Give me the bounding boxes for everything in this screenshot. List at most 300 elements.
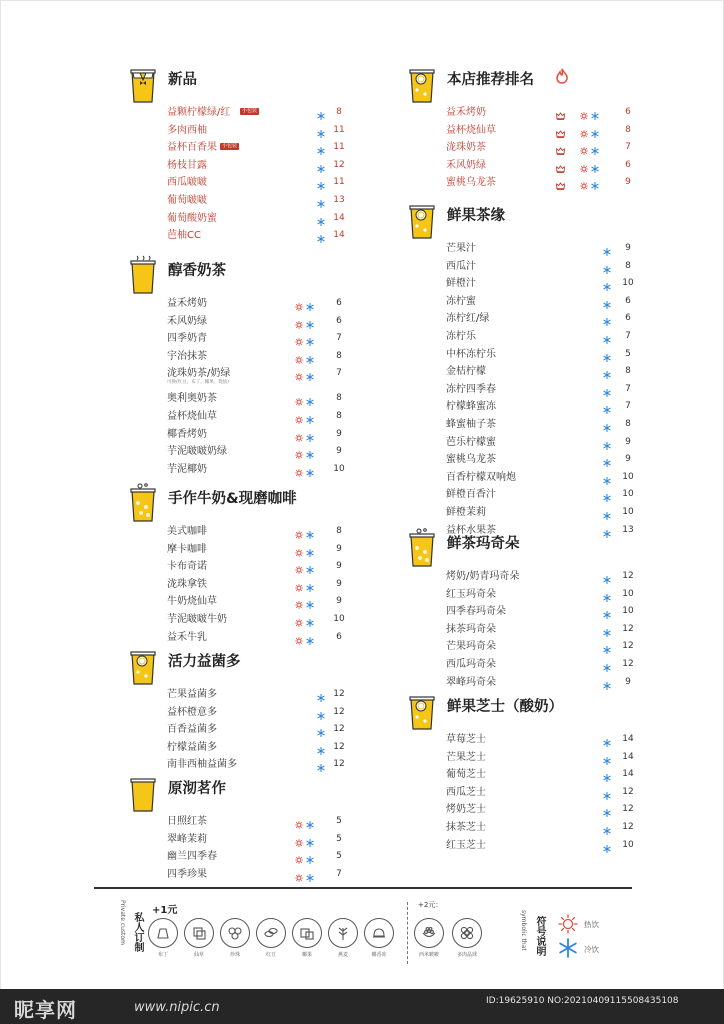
menu-item-price: 7 [625,142,631,153]
menu-item-name: 红玉芝士 [446,839,486,851]
hot-icon [580,179,588,187]
section-title: 本店推荐排名 [447,72,534,88]
menu-item-price: 12 [622,804,634,815]
menu-item-price: 12 [333,706,345,717]
menu-item-price: 9 [336,596,342,607]
custom-title: 私人订制 [132,912,143,952]
cold-icon [603,386,611,394]
cold-icon [317,726,325,734]
oat-icon [328,918,358,948]
menu-item-price: 6 [336,315,342,326]
red-bean-icon [256,918,286,948]
cold-icon [603,661,611,669]
menu-item-name: 中杯冻柠乐 [446,348,496,360]
menu-item [446,416,631,434]
cold-icon [306,563,314,571]
hot-icon [295,335,303,343]
menu-items [446,240,634,539]
cold-icon [306,818,314,826]
menu-item-price: 12 [622,571,634,581]
cold-icon [603,608,611,616]
section-milk-tea [128,255,345,478]
symbol-subtitle: symbolic that [520,910,527,951]
cold-icon [317,709,325,717]
menu-item [167,157,345,175]
topping-option [220,918,250,958]
menu-item-name: 柠檬蜂蜜冻 [446,401,496,413]
plus1-label: +1元 [152,905,178,916]
menu-item [446,104,631,122]
cold-icon [603,368,611,376]
menu-item [446,346,631,364]
menu-item-price: 5 [336,833,342,844]
menu-item [167,210,345,228]
menu-item-name: 禾风奶绿 [446,159,486,171]
menu-items [167,295,345,478]
section-header [407,200,607,240]
menu-item [446,328,631,346]
topping-label: 多肉晶球 [456,952,477,958]
menu-item [167,866,342,884]
crown-icon [556,179,564,187]
menu-item [446,434,631,452]
crown-icon [556,144,564,152]
section-yakult [128,646,345,774]
hot-icon [295,370,303,378]
menu-item [167,348,342,366]
custom-subtitle: Private custom [119,900,126,945]
menu-items [167,104,345,245]
menu-item-name: 葡萄啵啵 [167,194,207,206]
topping-label: 燕麦 [337,952,348,958]
menu-item-price: 10 [622,506,634,517]
menu-item-price: 12 [333,741,345,752]
menu-item-name: 益杯烧仙草 [446,124,496,136]
cold-icon [603,315,611,323]
hot-icon [580,162,588,170]
menu-item-name: 翠峰玛奇朵 [446,676,496,688]
menu-item-price: 9 [336,428,342,439]
menu-item [446,784,634,802]
menu-item-name: 椰香烤奶 [167,428,207,440]
hot-icon [295,448,303,456]
cold-icon [591,179,599,187]
cold-icon [306,353,314,361]
cold-icon [603,771,611,779]
menu-item-price: 10 [333,613,345,624]
menu-item [167,122,345,140]
menu-item [167,686,345,704]
cold-icon [603,643,611,651]
section-cheese [407,691,634,854]
menu-item-name: 多肉西柚 [167,124,207,136]
menu-item [167,739,345,757]
cold-icon [317,127,325,135]
topping-label: 布丁 [157,952,168,958]
menu-item-price: 14 [622,751,634,762]
section-header [128,646,328,686]
drink-cup-icon [407,200,437,240]
menu-item-price: 6 [625,313,631,324]
menu-item-price: 12 [622,821,634,832]
cold-icon [317,179,325,187]
menu-item-name: 益颗柠檬绿/红 [167,107,231,118]
menu-item-price: 10 [333,463,345,474]
menu-item-name: 益杯烧仙草 [167,410,217,422]
watermark-id: ID:19625910 NO:20210409115508435108 [486,996,679,1006]
menu-item-name: 幽兰四季春 [167,851,217,863]
menu-item [446,656,634,674]
sago-icon [414,918,444,948]
menu-item-price: 10 [622,278,634,289]
menu-item [167,611,345,629]
menu-item-price: 14 [333,230,345,241]
menu-item-name: 芒果汁 [446,243,476,254]
menu-item [167,390,342,408]
cold-icon [603,491,611,499]
menu-item-name: 冻柠红/绿 [446,313,490,325]
cold-icon [603,421,611,429]
menu-item-name: 禾风奶绿 [167,315,207,327]
drink-cup-icon [128,64,158,104]
menu-item [446,240,631,258]
menu-item-price: 12 [333,689,345,699]
menu-item-name: 芭乐柠檬蜜 [446,436,496,448]
menu-item-name: 益杯百香果 [167,142,217,154]
menu-item [446,363,631,381]
plus2-label: +2元： [418,901,443,909]
menu-item [446,603,634,621]
topping-label: 椰果 [301,952,312,958]
menu-item-name: 红玉玛奇朵 [446,588,496,600]
topping-option [328,918,358,958]
menu-item-price: 12 [622,641,634,652]
crown-icon [556,127,564,135]
menu-item-name: 葡萄酸奶蜜 [167,212,217,224]
section-header [128,483,328,523]
menu-item [446,486,634,504]
menu-item [446,674,631,692]
menu-item-price: 8 [336,350,342,361]
cold-icon [306,431,314,439]
cold-icon [306,528,314,536]
section-header [407,528,607,568]
menu-item-price: 8 [625,124,631,135]
menu-item-name: 益禾牛乳 [167,631,207,643]
hot-icon [295,413,303,421]
menu-item-price: 6 [625,107,631,117]
menu-item-name: 芒果玛奇朵 [446,641,496,653]
menu-item-price: 9 [336,543,342,554]
menu-item [167,330,342,348]
menu-item-name: 冻柠乐 [446,330,476,342]
menu-item-note: 可换(红豆、布丁、椰果、烧仙) [167,380,230,386]
menu-item [167,174,345,192]
menu-item-name: 冻柠四季春 [446,383,496,395]
cold-icon [306,616,314,624]
hot-icon [295,836,303,844]
menu-item-name: 四季珍果 [167,868,207,880]
section-title: 手作牛奶&现磨咖啡 [168,491,297,507]
cold-icon [306,634,314,642]
cold-icon [306,466,314,474]
menu-item [167,831,342,849]
topping-option [184,918,214,958]
hot-icon [295,563,303,571]
menu-item-name: 西瓜汁 [446,260,476,272]
coconut-jelly-cup-icon [364,918,394,948]
section-header [128,64,328,104]
menu-item-price: 11 [333,124,345,135]
menu-item-price: 12 [333,724,345,735]
menu-item-name: 草莓芝士 [446,734,486,745]
menu-item [446,258,631,276]
menu-item-price: 14 [333,212,345,223]
pearl-icon [220,918,250,948]
cold-icon [306,300,314,308]
menu-item-name: 四季春玛奇朵 [446,606,506,618]
cold-icon [306,413,314,421]
menu-item-name: 西瓜玛奇朵 [446,658,496,670]
menu-item [167,756,345,774]
cold-icon [603,403,611,411]
section-title: 新品 [168,72,197,88]
menu-item-price: 10 [622,606,634,617]
menu-item-name: 葡萄芝士 [446,769,486,781]
cold-icon [603,263,611,271]
menu-item-name: 芒果益菌多 [167,689,217,700]
topping-label: 椰香冻 [371,952,387,958]
menu-item [167,408,342,426]
menu-item-name: 抹茶芝士 [446,821,486,833]
cold-icon [603,626,611,634]
menu-item [446,122,631,140]
hot-icon [295,300,303,308]
hot-icon [295,581,303,589]
menu-item-name: 芋泥啵啵奶绿 [167,446,227,458]
section-coffee [128,483,345,646]
pudding-icon [148,918,178,948]
cold-icon [317,744,325,752]
hot-icon [295,466,303,474]
menu-item [167,721,345,739]
cold-icon [317,761,325,769]
menu-item-price: 6 [625,159,631,170]
menu-item-name: 泷珠奶茶/奶绿 [167,368,231,380]
menu-item-name: 益杯橙意多 [167,706,217,718]
menu-item-price: 7 [336,868,342,879]
menu-item [446,766,634,784]
cold-icon [603,456,611,464]
menu-item [167,541,342,559]
menu-item [167,426,342,444]
legend-hot-label: 热饮 [584,920,599,929]
section-new [128,64,345,245]
topping-option [452,918,482,958]
cold-icon [603,736,611,744]
menu-item-price: 7 [336,368,342,379]
menu-item-price: 13 [622,524,634,535]
menu-item-tag: 小包装 [222,143,238,150]
menu-item-name: 烤奶/奶青玛奇朵 [446,571,520,582]
menu-item-price: 12 [333,159,345,170]
drink-cup-icon [128,646,158,686]
cold-icon [306,598,314,606]
cold-icon [317,144,325,152]
topping-label: 西米啵啵 [418,952,439,958]
cold-icon [603,806,611,814]
menu-item [167,523,342,541]
hot-icon [295,818,303,826]
menu-item-name: 柠檬益菌多 [167,741,217,753]
menu-item [167,629,342,647]
menu-item-price: 5 [336,816,342,826]
menu-item-price: 11 [333,142,345,153]
menu-item [167,365,342,390]
menu-items [446,731,634,854]
menu-item-price: 9 [625,454,631,465]
drink-cup-icon [407,64,437,104]
watermark-logo: 昵享网 [14,998,77,1022]
cold-icon [317,232,325,240]
menu-item-name: 日照红茶 [167,816,207,827]
topping-option [292,918,322,958]
menu-item-name: 西瓜啵啵 [167,177,207,189]
cold-icon [603,679,611,687]
menu-item [446,568,634,586]
symbol-title: 符号说明 [534,916,545,956]
menu-item [167,104,342,122]
menu-item [446,586,634,604]
menu-item-name: 泷珠拿铁 [167,578,207,590]
menu-item-price: 9 [336,446,342,457]
menu-item [167,443,342,461]
menu-items [167,686,345,774]
drink-cup-icon [128,483,158,523]
menu-item [446,293,631,311]
menu-item [446,398,631,416]
menu-item [446,749,634,767]
menu-item [167,558,342,576]
menu-item [167,813,342,831]
menu-item-price: 9 [625,243,631,253]
menu-item-price: 14 [622,769,634,780]
hot-icon [295,528,303,536]
menu-item-tag: 小包装 [242,108,258,114]
menu-item-name: 南非西柚益菌多 [167,759,237,771]
menu-item-name: 翠峰茉莉 [167,833,207,845]
menu-item-price: 10 [622,489,634,500]
menu-item-name: 益禾烤奶 [167,298,207,309]
cold-icon [591,144,599,152]
hot-icon [295,853,303,861]
menu-item-price: 7 [625,401,631,412]
menu-item [167,848,342,866]
section-fruit-tea [407,200,634,539]
cold-icon [306,581,314,589]
menu-item [446,819,634,837]
hot-icon [295,395,303,403]
hot-icon [295,546,303,554]
menu-item-price: 9 [625,177,631,188]
cold-icon [603,754,611,762]
cold-icon [603,245,611,253]
cold-icon [603,591,611,599]
menu-item-price: 10 [622,839,634,850]
cold-icon [603,439,611,447]
menu-item [446,451,631,469]
drink-cup-icon [128,255,158,295]
menu-item [446,310,631,328]
cold-icon [317,215,325,223]
cold-icon [306,546,314,554]
menu-item-price: 10 [622,471,634,482]
topping-label: 仙草 [193,952,204,958]
cold-icon [306,836,314,844]
drink-cup-icon [407,528,437,568]
menu-item-price: 6 [336,631,342,642]
cold-icon [317,109,325,117]
menu-item-name: 蜂蜜柚子茶 [446,418,496,430]
menu-item [446,157,631,175]
menu-item [446,469,634,487]
hot-icon [295,318,303,326]
section-title: 活力益菌多 [168,654,241,670]
grass-jelly-icon [184,918,214,948]
topping-label: 红豆 [265,952,276,958]
menu-item-price: 12 [622,786,634,797]
menu-item [446,621,634,639]
menu-item [167,139,345,157]
footer-divider [94,887,632,889]
cold-icon [306,370,314,378]
menu-item [167,227,345,245]
section-header [407,691,607,731]
hot-icon [580,127,588,135]
section-ranking [407,64,631,192]
section-header [407,64,607,104]
menu-item-name: 烤奶芝士 [446,804,486,816]
menu-item-price: 12 [333,759,345,770]
menu-item-price: 12 [622,658,634,669]
cold-icon [591,162,599,170]
topping-option [148,918,178,958]
menu-item [167,704,345,722]
cold-icon [317,691,325,699]
menu-item-price: 9 [625,676,631,687]
menu-item-price: 6 [625,295,631,306]
menu-item-name: 蜜桃乌龙茶 [446,454,496,466]
cold-icon [603,474,611,482]
menu-item-price: 13 [333,194,345,205]
section-title: 醇香奶茶 [168,263,226,279]
menu-items [167,813,342,883]
menu-item-name: 宇治抹茶 [167,350,207,362]
menu-item-name: 芒果芝士 [446,751,486,763]
cold-icon [306,335,314,343]
topping-option [256,918,286,958]
menu-item-name: 杨枝甘露 [167,159,207,171]
menu-item-price: 7 [625,330,631,341]
menu-item [167,313,342,331]
hot-icon [580,109,588,117]
section-title: 原沏茗作 [168,781,226,797]
menu-item [167,295,342,313]
menu-item-name: 美式咖啡 [167,526,207,537]
menu-item-price: 8 [336,410,342,421]
cold-icon [603,842,611,850]
section-tea [128,773,342,883]
